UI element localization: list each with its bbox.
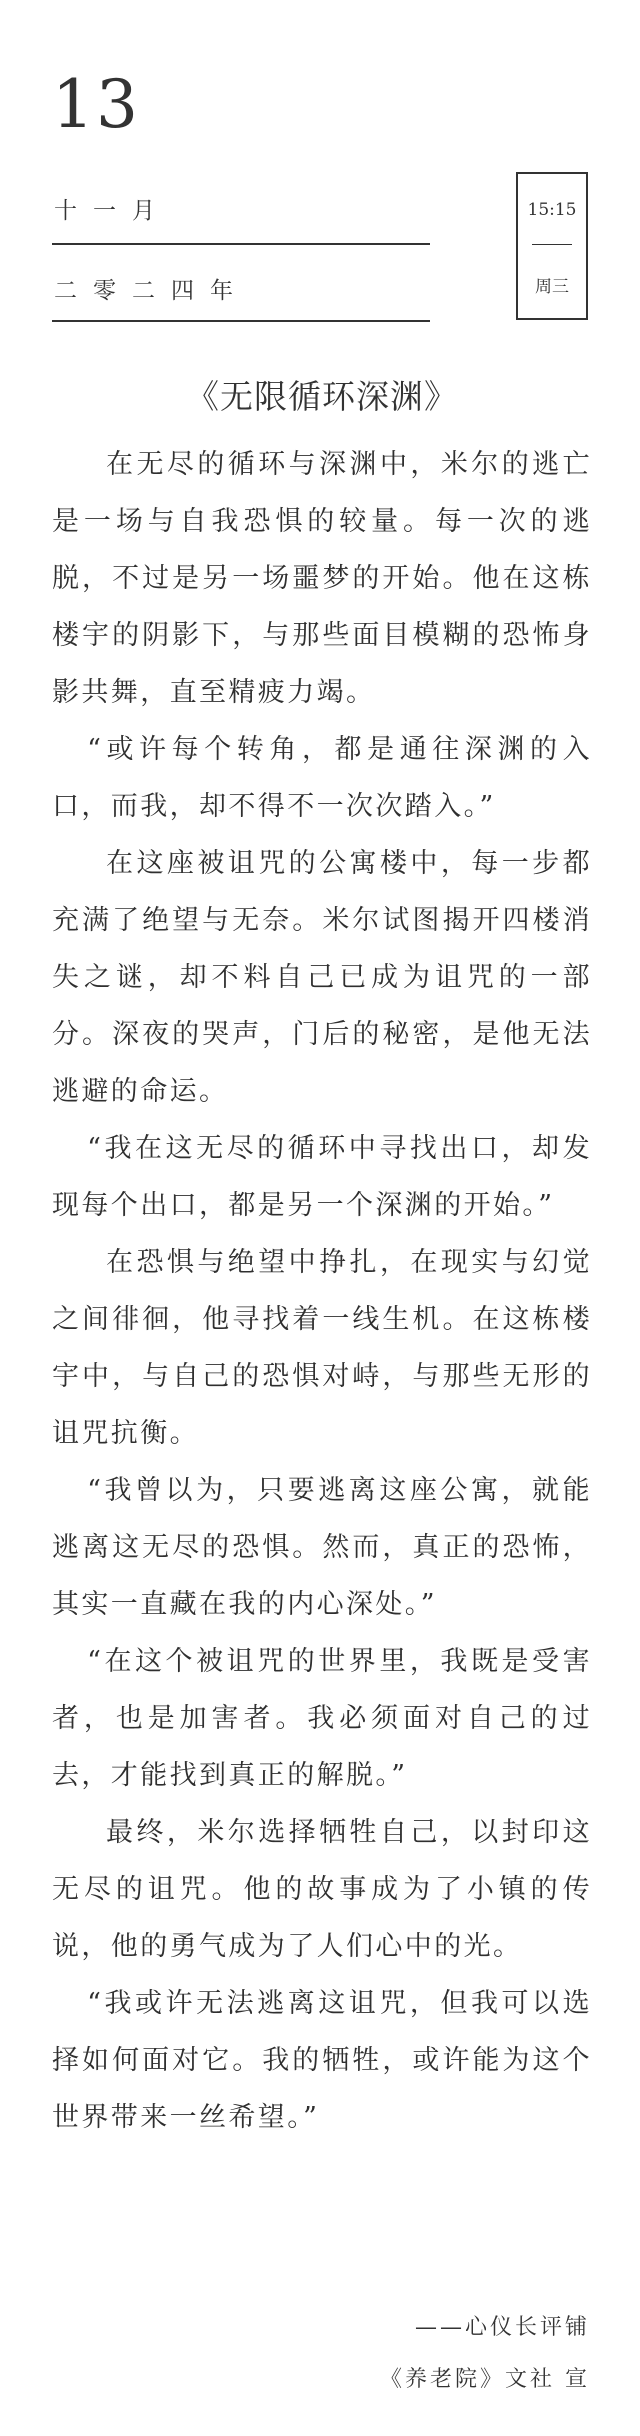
signature-block bbox=[380, 2302, 590, 2406]
quote-paragraph: “或许每个转角，都是通往深渊的入口，而我，却不得不一次次踏入。” bbox=[52, 733, 592, 822]
quote-paragraph: “我在这无尽的循环中寻找出口，却发现每个出口，都是另一个深渊的开始。” bbox=[52, 1132, 592, 1221]
article-title: 《无限循环深渊》 bbox=[186, 377, 458, 416]
year-label: 二零二四年 bbox=[54, 278, 249, 304]
month-label: 十一月 bbox=[54, 198, 171, 224]
day-number: 13 bbox=[52, 66, 140, 143]
paragraph: 在无尽的循环与深渊中，米尔的逃亡是一场与自我恐惧的较量。每一次的逃脱，不过是另一场噩梦的开始。他在这栋楼宇的阴影下，与那些面目模糊的恐怖身影共舞，直至精疲力竭。 bbox=[52, 448, 592, 708]
quote-paragraph: “我曾以为，只要逃离这座公寓，就能逃离这无尽的恐惧。然而，真正的恐怖，其实一直藏在我的内心深处。” bbox=[52, 1474, 592, 1620]
quote-paragraph: “在这个被诅咒的世界里，我既是受害者，也是加害者。我必须面对自己的过去，才能找到真正的解脱。” bbox=[52, 1645, 592, 1791]
publisher-credit: 《养老院》文社 宣 bbox=[380, 2367, 590, 2392]
weekday-label: 周三 bbox=[535, 277, 569, 297]
quote-paragraph: “我或许无法逃离这诅咒，但我可以选择如何面对它。我的牺牲，或许能为这个世界带来一丝希望。” bbox=[52, 1987, 592, 2133]
paragraph: 在恐惧与绝望中挣扎，在现实与幻觉之间徘徊，他寻找着一线生机。在这栋楼宇中，与自己的恐惧对峙，与那些无形的诅咒抗衡。 bbox=[52, 1246, 592, 1449]
article-body bbox=[52, 372, 592, 2146]
box-divider bbox=[532, 244, 572, 245]
date-header bbox=[0, 0, 640, 340]
divider-line bbox=[52, 320, 430, 322]
divider-line bbox=[52, 243, 430, 245]
reviewer-signature: ——心仪长评铺 bbox=[414, 2315, 590, 2340]
paragraph: 在这座被诅咒的公寓楼中，每一步都充满了绝望与无奈。米尔试图揭开四楼消失之谜，却不料自己已成为诅咒的一部分。深夜的哭声，门后的秘密，是他无法逃避的命运。 bbox=[52, 847, 592, 1107]
time-label: 15:15 bbox=[527, 200, 577, 220]
paragraph: 最终，米尔选择牺牲自己，以封印这无尽的诅咒。他的故事成为了小镇的传说，他的勇气成为了人们心中的光。 bbox=[52, 1816, 592, 1962]
time-weekday-box bbox=[516, 172, 588, 320]
